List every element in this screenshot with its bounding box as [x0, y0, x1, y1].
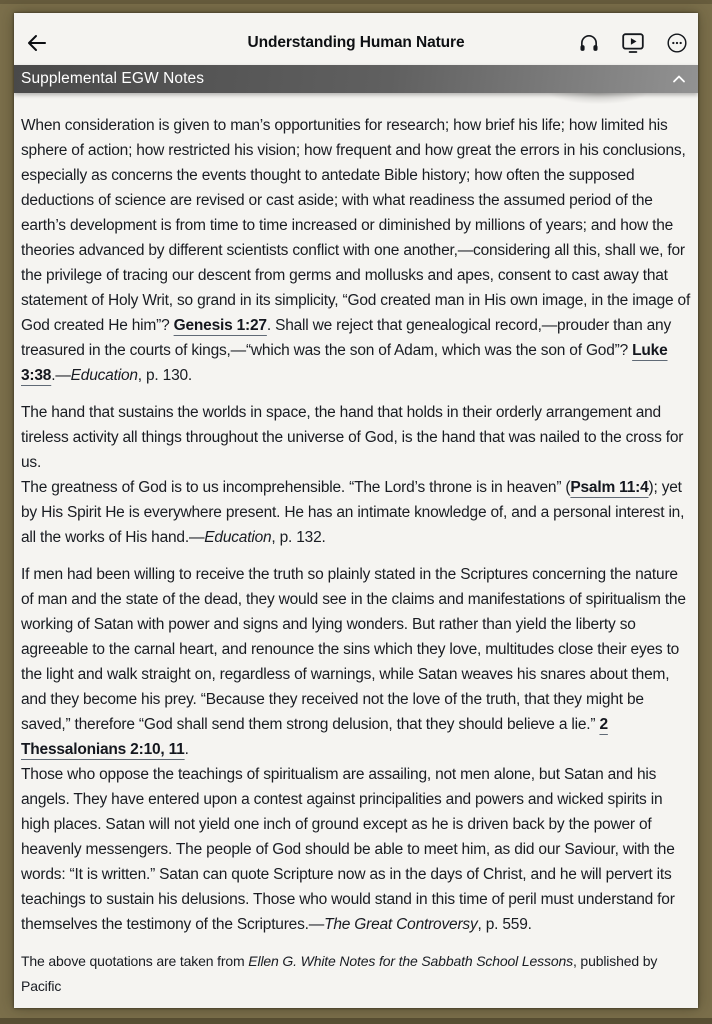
text-run: .	[184, 741, 189, 758]
egw-quote-paragraph	[21, 113, 691, 388]
text-run: Those who oppose the teachings of spiritualism are assailing, not men alone, but Satan and his angels. They have entered upon a contest against principalities and powers and wicked spirits in high places. Satan will not yield one inch of ground except as he is driven back by the power of heavenly messengers. The people of God should be able to meet him, as did our Saviour, with the words: “It is written.” Satan can quote Scripture now as in the days of Christ, and he will pervert its teachings to sustain his delusions. Those who would stand in this time of peril must understand for themselves the testimony of the Scriptures.—	[21, 766, 675, 933]
book-title-italic: Ellen G. White Notes for the Sabbath School Lessons	[248, 953, 573, 969]
audio-button[interactable]	[578, 32, 600, 54]
text-run: , published by Pacific	[21, 953, 658, 994]
egw-quote-paragraph	[21, 762, 691, 937]
scripture-reference-link[interactable]: Genesis 1:27	[173, 317, 267, 334]
text-run: , p. 132.	[271, 529, 326, 546]
more-options-icon	[666, 32, 688, 54]
text-run: .—	[51, 367, 71, 384]
book-title-italic: Education	[204, 529, 272, 546]
frame-bottom-edge-shade	[0, 1018, 712, 1024]
text-run: When consideration is given to man’s opportunities for research; how brief his life; how limited his sphere of action; how restricted his vision; how frequent and how great the errors in his conclusions, especially as concerns the events thought to antedate Bible history; how often the supposed deductions of science are revised or cast aside; with what readiness the assumed period of the earth’s development is from time to time increased or diminished by millions of years; and how the theories advanced by different scientists conflict with one another,—considering all this, shall we, for the privilege of tracing our descent from germs and mollusks and apes, consent to cast away that statement of Holy Writ, so grand in its simplicity, “God created man in His own image, in the image of God created He him”?	[21, 117, 691, 334]
text-run: The hand that sustains the worlds in space, the hand that holds in their orderly arrangement and tireless activity all things throughout the universe of God, is the hand that was nailed to the cross for us.	[21, 404, 684, 471]
scripture-reference-link[interactable]: 2 Thessalonians 2:10, 11	[21, 716, 608, 758]
text-run: , p. 559.	[477, 916, 532, 933]
text-run: . Shall we reject that genealogical record,—prouder than any treasured in the courts of kings,—“which was the son of Adam, which was the son of God”?	[21, 317, 672, 359]
text-run: , p. 130.	[137, 367, 193, 384]
scripture-reference-link[interactable]: Psalm 11:4	[570, 479, 649, 496]
scripture-reference-link[interactable]: Luke 3:38	[21, 342, 668, 384]
egw-quote-paragraph	[21, 400, 691, 475]
text-run: The above quotations are taken from	[21, 953, 249, 969]
text-run: The greatness of God is to us incomprehensible. “The Lord’s throne is in heaven” (	[21, 479, 571, 496]
video-button[interactable]	[621, 32, 645, 54]
back-button[interactable]	[22, 28, 52, 58]
book-title-italic: The Great Controversy	[324, 916, 478, 933]
reader-page	[14, 13, 698, 1008]
chevron-up-icon	[672, 74, 686, 84]
text-run: ); yet by His Spirit He is everywhere present. He has an intimate knowledge of, and a personal interest in, all the works of His hand.—	[21, 479, 685, 546]
section-header-egw-notes[interactable]	[14, 65, 698, 93]
book-title-italic: Education	[70, 367, 138, 384]
more-options-button[interactable]	[666, 32, 688, 54]
source-attribution-note	[21, 949, 691, 999]
egw-quote-paragraph	[21, 562, 691, 762]
notes-text-area	[14, 93, 698, 999]
egw-quote-paragraph	[21, 475, 691, 550]
toolbar-actions	[578, 32, 692, 54]
section-title: Supplemental EGW Notes	[21, 70, 205, 87]
video-player-icon	[621, 32, 645, 54]
page-title: Understanding Human Nature	[247, 34, 465, 51]
app-toolbar	[14, 13, 698, 65]
headphones-icon	[578, 32, 600, 54]
text-run: If men had been willing to receive the truth so plainly stated in the Scriptures concerning the nature of man and the state of the dead, they would see in the claims and manifestations of spiritualism the working of Satan with power and signs and lying wonders. But rather than yield the liberty so agreeable to the carnal heart, and renounce the sins which they love, multitudes close their eyes to the light and walk straight on, regardless of warnings, while Satan weaves his snares about them, and they become his prey. “Because they received not the love of the truth, that they might be saved,” therefore “God shall send them strong delusion, that they should believe a lie.”	[21, 566, 686, 733]
back-arrow-icon	[25, 31, 49, 55]
frame-top-edge-shade	[0, 0, 712, 4]
